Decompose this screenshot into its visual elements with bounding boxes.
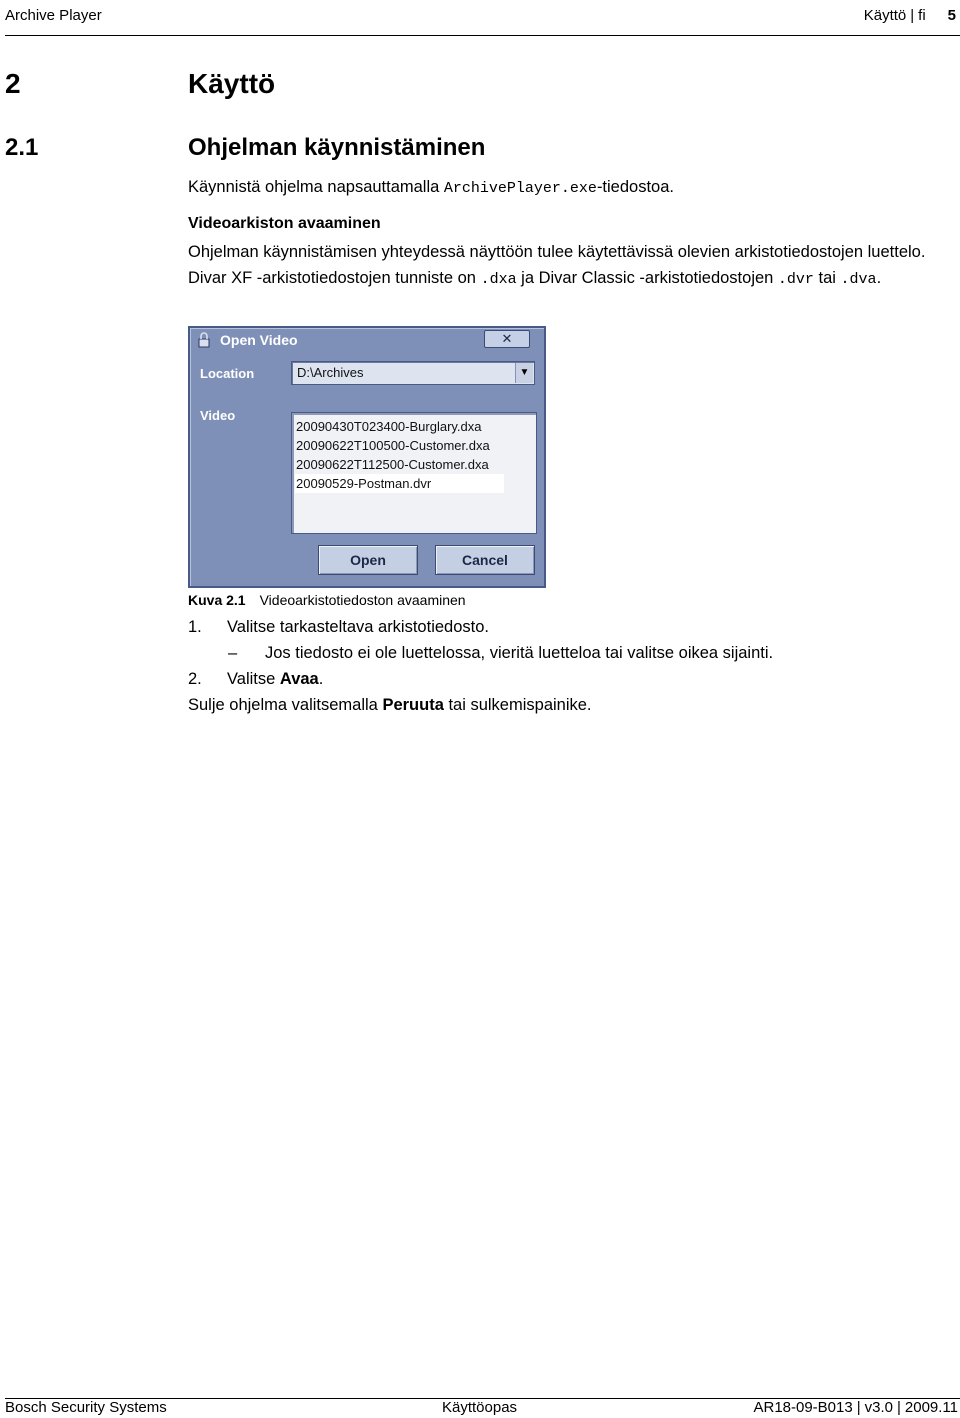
footer-separator: | [896, 1399, 901, 1416]
footer-date: 2009.11 [904, 1399, 958, 1416]
caption-label: Kuva 2.1 [188, 592, 246, 608]
chevron-down-icon[interactable]: ▼ [515, 363, 533, 383]
header-page-number: 5 [947, 7, 956, 24]
substep-text: Jos tiedosto ei ole luettelossa, vieritä luetteloa tai valitse oikea sijainti. [265, 644, 774, 662]
footer-doc-id: AR18-09-B013 [753, 1399, 853, 1416]
header-separator: | [910, 7, 915, 24]
step-2-before: Valitse [227, 670, 280, 688]
figure-caption [188, 592, 466, 608]
close-instruction [188, 696, 592, 715]
section-title: Ohjelman käynnistäminen [188, 134, 486, 161]
step-2-bold: Avaa [279, 670, 319, 688]
intro-before: Käynnistä ohjelma napsauttamalla [188, 178, 444, 196]
para-code-dxa: .dxa [480, 271, 517, 288]
close-before: Sulje ohjelma valitsemalla [188, 696, 383, 714]
intro-paragraph [188, 174, 674, 202]
header-product: Archive Player [5, 7, 102, 24]
subsection-title: Videoarkiston avaaminen [188, 215, 381, 232]
close-after: tai sulkemispainike. [443, 696, 592, 714]
step-1-number: 1. [188, 618, 202, 636]
footer-separator: | [856, 1399, 861, 1416]
intro-after: -tiedostoa. [596, 178, 674, 196]
file-list-item[interactable]: 20090622T112500-Customer.dxa [296, 457, 489, 472]
close-bold: Peruuta [382, 696, 444, 714]
video-file-list[interactable] [291, 412, 537, 534]
footer-right [753, 1399, 958, 1416]
footer-doc-type: Käyttöopas [442, 1399, 518, 1416]
lock-icon [196, 332, 214, 348]
footer-company: Bosch Security Systems [5, 1399, 167, 1416]
file-list-item[interactable]: 20090430T023400-Burglary.dxa [296, 419, 482, 434]
chapter-number: 2 [5, 68, 21, 99]
para-part-3: tai [813, 269, 841, 287]
header-language: fi [918, 7, 926, 24]
close-button[interactable]: ✕ [484, 330, 530, 348]
file-list-item[interactable]: 20090529-Postman.dvr [295, 474, 504, 493]
location-dropdown[interactable] [291, 361, 535, 385]
location-label: Location [200, 366, 255, 381]
intro-code: ArchivePlayer.exe [443, 180, 597, 197]
section-number: 2.1 [5, 134, 39, 161]
dialog-titlebar[interactable] [190, 328, 544, 352]
subsection-paragraph [188, 239, 956, 293]
open-video-dialog [188, 326, 546, 588]
step-2 [188, 670, 323, 689]
step-1-text: Valitse tarkasteltava arkistotiedosto. [227, 618, 489, 636]
header-right [864, 7, 956, 24]
para-part-2: ja Divar Classic -arkistotiedostojen [516, 269, 778, 287]
step-2-after: . [318, 670, 324, 688]
para-code-dvr: .dvr [777, 271, 814, 288]
chapter-title: Käyttö [188, 68, 276, 99]
file-list-item[interactable]: 20090622T100500-Customer.dxa [296, 438, 490, 453]
location-value: D:\Archives [297, 365, 364, 380]
open-button[interactable]: Open [318, 545, 418, 575]
header-rule [5, 35, 960, 36]
para-code-dva: .dva [840, 271, 877, 288]
step-1 [188, 618, 489, 637]
step-2-number: 2. [188, 670, 202, 688]
video-label: Video [200, 408, 236, 423]
footer-version: v3.0 [864, 1399, 893, 1416]
para-part-4: . [876, 269, 882, 287]
caption-text: Videoarkistotiedoston avaaminen [259, 592, 466, 608]
header-section: Käyttö [863, 7, 907, 24]
dialog-title: Open Video [220, 332, 298, 348]
cancel-button[interactable]: Cancel [435, 545, 535, 575]
para-part-1: Ohjelman käynnistämisen yhteydessä näyttöön tulee käytettävissä olevien arkistotiedostojen luettelo. Divar XF -arkistotiedostojen tunniste on [188, 243, 926, 287]
substep-dash: – [228, 644, 238, 662]
